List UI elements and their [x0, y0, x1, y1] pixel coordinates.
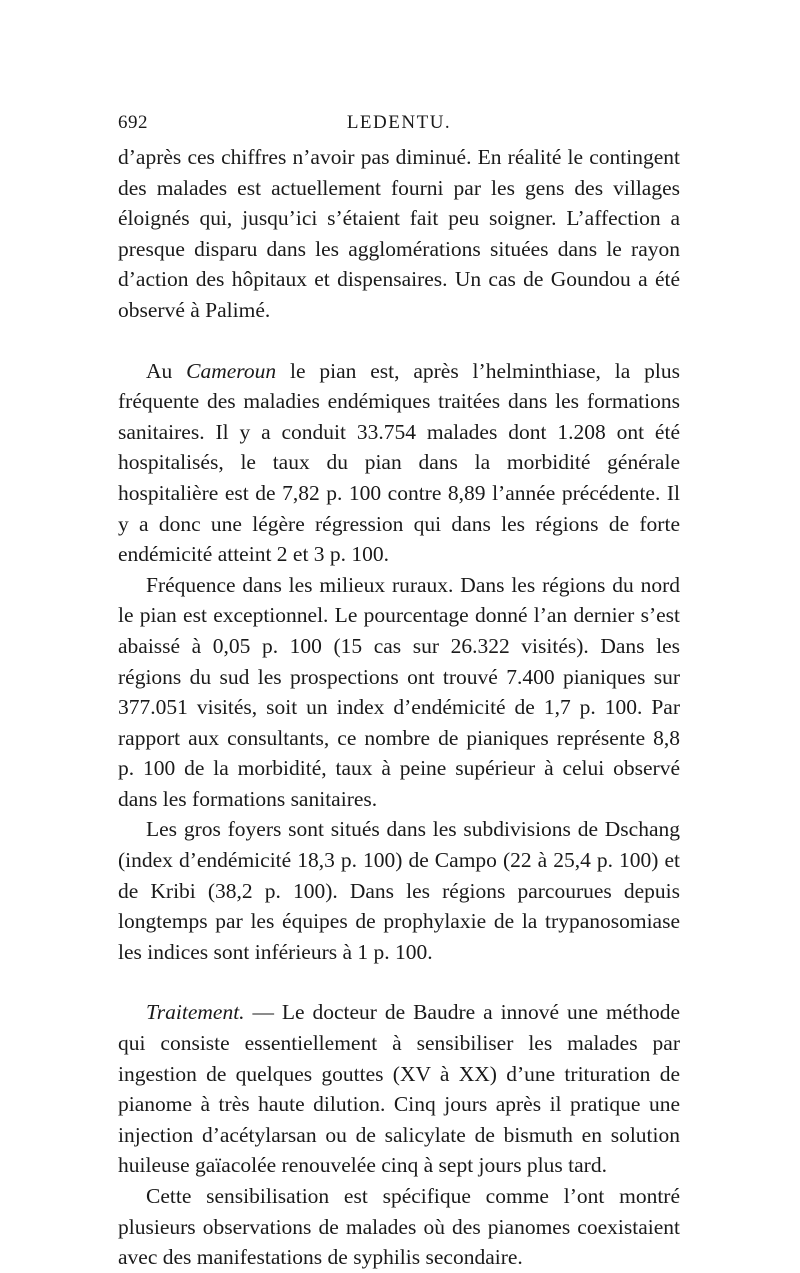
page-header: [118, 112, 680, 142]
running-head: LEDENTU.: [346, 112, 452, 133]
paragraph-traitement: [118, 997, 680, 1181]
paragraph-continuation: d’après ces chiffres n’avoir pas diminué. En réalité le contingent des malades est actuellement fourni par les gens des villages éloignés qui, jusqu’ici s’étaient fait peu soigner. L’affection a presque disparu dans les agglomérations situées dans le rayon d’action des hôpitaux et dispensaires. Un cas de Goundou a été observé à Palimé.: [118, 145, 680, 322]
paragraph-gros-foyers: Les gros foyers sont situés dans les subdivisions de Dschang (index d’endémicité 18,3 p. 100) de Campo (22 à 25,4 p. 100) et de Kribi (38,2 p. 100). Dans les régions parcourues depuis longtemps par les équipes de prophylaxie de la trypanosomiase les indices sont inférieurs à 1 p. 100.: [118, 817, 680, 964]
paragraph-cameroun: [118, 356, 680, 570]
book-page: [118, 112, 680, 1273]
section-gap: [118, 326, 680, 356]
paragraph-body: — Le docteur de Baudre a innové une méthode qui consiste essentiellement à sensibiliser les malades par ingestion de quelques gouttes (XV à XX) d’une trituration de pianome à très haute dilution. Cinq jours après il pratique une injection d’acétylarsan ou de salicylate de bismuth en solution huileuse gaïacolée renouvelée cinq à sept jours plus tard.: [118, 1000, 680, 1178]
paragraph-sensibilisation: Cette sensibilisation est spécifique comme l’ont montré plusieurs observations de malades où des pianomes coexistaient avec des manifestations de syphilis secondaire.: [118, 1184, 680, 1270]
paragraph-body: le pian est, après l’helminthiase, la plus fréquente des maladies endémiques traitées dans les formations sanitaires. Il y a conduit 33.754 malades dont 1.208 ont été hospitalisés, le taux du pian dans la morbidité générale hospitalière est de 7,82 p. 100 contre 8,89 l’année précédente. Il y a donc une légère régression qui dans les régions de forte endémicité atteint 2 et 3 p. 100.: [118, 358, 680, 567]
paragraph-lead: Au: [146, 358, 187, 383]
place-name-cameroun: Cameroun: [186, 358, 277, 383]
page-number: 692: [118, 112, 148, 133]
section-heading-traitement: Traitement.: [146, 1000, 245, 1025]
section-gap: [118, 967, 680, 997]
paragraph-frequence: Fréquence dans les milieux ruraux. Dans les régions du nord le pian est exceptionnel. Le pourcentage donné l’an dernier s’est abaissé à 0,05 p. 100 (15 cas sur 26.322 visités). Dans les régions du sud les prospections ont trouvé 7.400 pianiques sur 377.051 visités, soit un index d’endémicité de 1,7 p. 100. Par rapport aux consultants, ce nombre de pianiques représente 8,8 p. 100 de la morbidité, taux à peine supérieur à celui observé dans les formations sanitaires.: [118, 572, 680, 811]
